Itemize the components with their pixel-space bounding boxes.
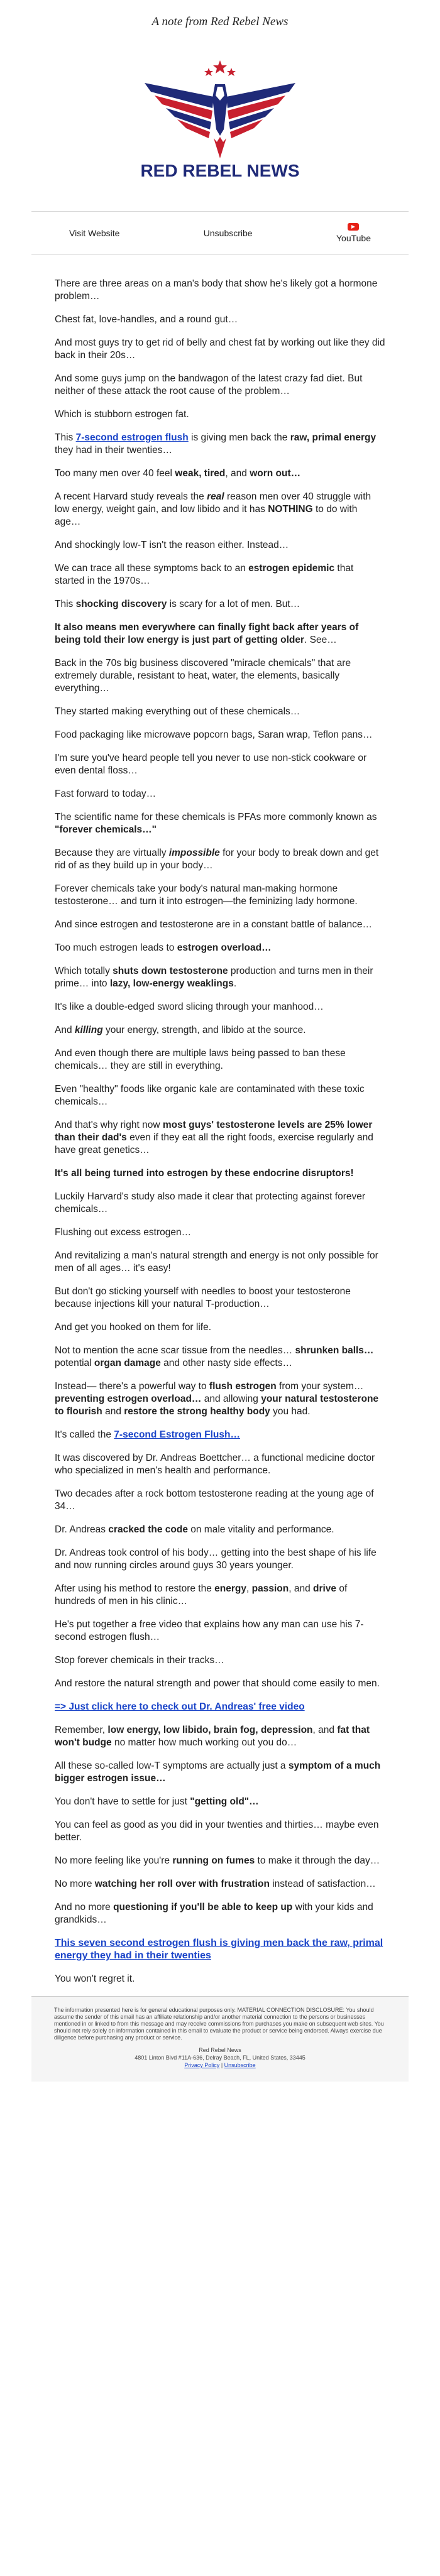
estrogen-flush-link-2[interactable]: 7-second Estrogen Flush… bbox=[114, 1429, 240, 1440]
footer-link-separator: | bbox=[219, 2062, 224, 2068]
paragraph: Two decades after a rock bottom testosterone reading at the young age of 34… bbox=[55, 1488, 374, 1512]
paragraph: Dr. Andreas cracked the code on male vitality and performance. bbox=[55, 1524, 334, 1535]
paragraph: All these so-called low-T symptoms are actually just a symptom of a much bigger estrogen issue… bbox=[55, 1760, 381, 1784]
paragraph: After using his method to restore the energy, passion, and drive of hundreds of men in his clinic… bbox=[55, 1583, 348, 1607]
paragraph: This 7-second estrogen flush is giving men back the raw, primal energy they had in their twenties… bbox=[55, 432, 377, 456]
paragraph bbox=[55, 1701, 385, 1713]
paragraph: Which totally shuts down testosterone production and turns men in their prime… into lazy, low-energy weaklings. bbox=[55, 966, 373, 989]
youtube-label: YouTube bbox=[336, 233, 371, 243]
paragraph: And shockingly low-T isn't the reason either. Instead… bbox=[55, 540, 289, 550]
paragraph: And no more questioning if you'll be able to keep up with your kids and grandkids… bbox=[55, 1902, 373, 1925]
paragraph: Back in the 70s big business discovered "miracle chemicals" that are extremely durable, resistant to heat, water, the elements, basically everything… bbox=[55, 658, 351, 694]
paragraph: Instead— there's a powerful way to flush estrogen from your system… preventing estrogen overload… and allowing your natural testosterone to flourish and restore the strong healthy body you had. bbox=[55, 1381, 379, 1417]
paragraph: And since estrogen and testosterone are in a constant battle of balance… bbox=[55, 919, 372, 930]
paragraph bbox=[55, 1937, 385, 1962]
paragraph: And get you hooked on them for life. bbox=[55, 1322, 212, 1333]
paragraph: You don't have to settle for just "getting old"… bbox=[55, 1796, 259, 1807]
header-note: A note from Red Rebel News bbox=[151, 15, 289, 28]
paragraph: Luckily Harvard's study also made it clear that protecting against forever chemicals… bbox=[55, 1191, 366, 1214]
paragraph: It's called the 7-second Estrogen Flush… bbox=[55, 1429, 240, 1440]
paragraph: Too much estrogen leads to estrogen overload… bbox=[55, 942, 272, 953]
brand-name: RED REBEL NEWS bbox=[140, 161, 300, 180]
footer bbox=[31, 1996, 409, 2082]
paragraph: And revitalizing a man's natural strength and energy is not only possible for men of all ages… it's easy! bbox=[55, 1250, 378, 1274]
paragraph: Remember, low energy, low libido, brain fog, depression, and fat that won't budge no matter how much working out you do… bbox=[55, 1725, 370, 1748]
footer-company: Red Rebel News bbox=[199, 2047, 241, 2053]
paragraph: And some guys jump on the bandwagon of the latest crazy fad diet. But neither of these attack the root cause of the problem… bbox=[55, 373, 363, 396]
footer-disclaimer: The information presented here is for general educational purposes only. MATERIAL CONNECTION DISCLOSURE: You should assume the sender of this email has an affiliate relationship and/or another material connection to the persons or businesses mentioned in or linked to from this message and may receive commissions from purchases you make on subsequent web sites. You should not rely solely on information contained in this email to evaluate the product or service being endorsed. Always exercise due diligence before purchasing any product or service. bbox=[54, 2007, 384, 2041]
top-nav bbox=[31, 211, 409, 255]
estrogen-flush-link[interactable]: 7-second estrogen flush bbox=[75, 432, 189, 443]
eagle-logo-icon bbox=[138, 59, 302, 160]
free-video-link[interactable]: => Just click here to check out Dr. Andreas' free video bbox=[55, 1701, 305, 1712]
paragraph: And restore the natural strength and power that should come easily to men. bbox=[55, 1678, 380, 1689]
unsubscribe-link[interactable]: Unsubscribe bbox=[203, 228, 253, 238]
paragraph: Flushing out excess estrogen… bbox=[55, 1227, 192, 1238]
paragraph: There are three areas on a man's body that show he's likely got a hormone problem… bbox=[55, 278, 378, 302]
paragraph: Which is stubborn estrogen fat. bbox=[55, 409, 189, 420]
paragraph: It's like a double-edged sword slicing through your manhood… bbox=[55, 1001, 324, 1012]
email-body bbox=[55, 278, 385, 1985]
paragraph: Not to mention the acne scar tissue from the needles… shrunken balls… potential organ damage and other nasty side effects… bbox=[55, 1345, 374, 1368]
privacy-policy-link[interactable]: Privacy Policy bbox=[184, 2062, 220, 2068]
paragraph: Even "healthy" foods like organic kale are contaminated with these toxic chemicals… bbox=[55, 1084, 365, 1107]
youtube-link[interactable] bbox=[336, 223, 371, 243]
paragraph: No more watching her roll over with frustration instead of satisfaction… bbox=[55, 1879, 376, 1889]
paragraph: Because they are virtually impossible for your body to break down and get rid of as they build up in your body… bbox=[55, 848, 379, 871]
paragraph: A recent Harvard study reveals the real reason men over 40 struggle with low energy, weight gain, and low libido and it has NOTHING to do with age… bbox=[55, 491, 371, 527]
paragraph: Dr. Andreas took control of his body… getting into the best shape of his life and now running circles around guys 30 years younger. bbox=[55, 1547, 377, 1571]
paragraph: And that's why right now most guys' testosterone levels are 25% lower than their dad's even if they eat all the right foods, exercise regularly and have great genetics… bbox=[55, 1120, 373, 1155]
visit-website-link[interactable]: Visit Website bbox=[69, 228, 120, 238]
paragraph: Too many men over 40 feel weak, tired, and worn out… bbox=[55, 468, 301, 479]
paragraph: Forever chemicals take your body's natural man-making hormone testosterone… and turn it into estrogen—the feminizing lady hormone. bbox=[55, 883, 358, 907]
estrogen-flush-cta-link[interactable]: This seven second estrogen flush is giving men back the raw, primal energy they had in their twenties bbox=[55, 1938, 383, 1961]
paragraph: It was discovered by Dr. Andreas Boettcher… a functional medicine doctor who specialized in men's health and performance. bbox=[55, 1453, 375, 1476]
paragraph: You won't regret it. bbox=[55, 1973, 135, 1984]
paragraph: It also means men everywhere can finally fight back after years of being told their low energy is just part of getting older. See… bbox=[55, 622, 359, 645]
paragraph: And even though there are multiple laws being passed to ban these chemicals… they are still in everything. bbox=[55, 1048, 346, 1071]
brand-logo bbox=[31, 59, 409, 197]
paragraph: Food packaging like microwave popcorn bags, Saran wrap, Teflon pans… bbox=[55, 729, 373, 740]
paragraph: We can trace all these symptoms back to an estrogen epidemic that started in the 1970s… bbox=[55, 563, 354, 586]
paragraph: This shocking discovery is scary for a lot of men. But… bbox=[55, 599, 300, 609]
paragraph: And killing your energy, strength, and libido at the source. bbox=[55, 1025, 306, 1035]
footer-unsubscribe-link[interactable]: Unsubscribe bbox=[224, 2062, 256, 2068]
paragraph: He's put together a free video that explains how any man can use his 7-second estrogen flush… bbox=[55, 1619, 364, 1642]
paragraph: It's all being turned into estrogen by these endocrine disruptors! bbox=[55, 1168, 354, 1179]
paragraph: Chest fat, love-handles, and a round gut… bbox=[55, 314, 238, 325]
paragraph: I'm sure you've heard people tell you never to use non-stick cookware or even dental floss… bbox=[55, 753, 367, 776]
paragraph: No more feeling like you're running on fumes to make it through the day… bbox=[55, 1855, 380, 1866]
footer-address: 4801 Linton Blvd #11A-636, Delray Beach, FL, United States, 33445 bbox=[135, 2055, 305, 2061]
paragraph: Fast forward to today… bbox=[55, 789, 157, 799]
paragraph: They started making everything out of these chemicals… bbox=[55, 706, 300, 717]
paragraph: Stop forever chemicals in their tracks… bbox=[55, 1655, 224, 1666]
footer-address-block bbox=[54, 2046, 386, 2069]
footer-links bbox=[54, 2061, 386, 2069]
paragraph: The scientific name for these chemicals is PFAs more commonly known as "forever chemicals…" bbox=[55, 812, 377, 835]
paragraph: But don't go sticking yourself with needles to boost your testosterone because injections kill your natural T-production… bbox=[55, 1286, 351, 1309]
paragraph: And most guys try to get rid of belly and chest fat by working out like they did back in their 20s… bbox=[55, 337, 385, 361]
youtube-icon bbox=[348, 223, 359, 231]
paragraph: You can feel as good as you did in your twenties and thirties… maybe even better. bbox=[55, 1820, 379, 1843]
